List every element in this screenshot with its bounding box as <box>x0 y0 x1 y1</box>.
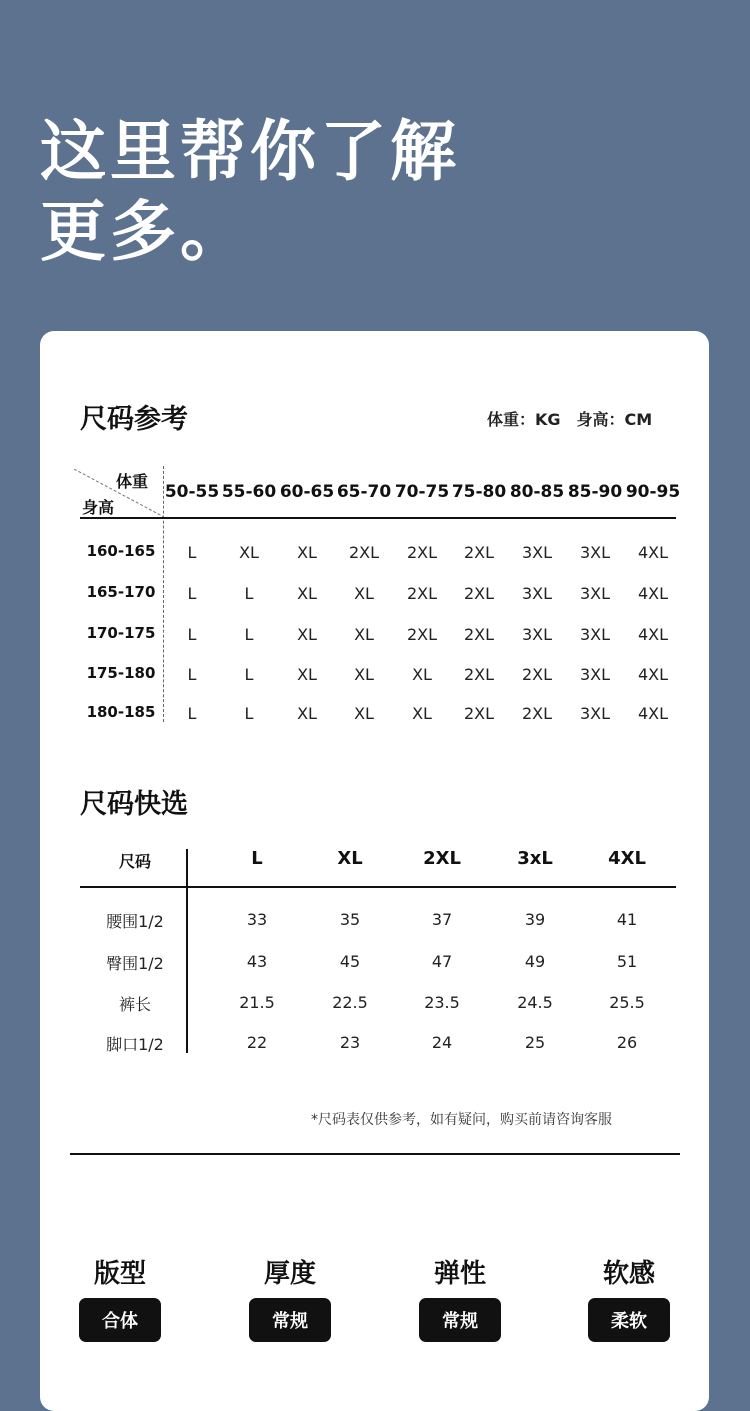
size-cell: XL <box>412 704 432 723</box>
size-cell: 3XL <box>579 625 611 644</box>
size-cell: 2XL <box>348 543 380 562</box>
size-cell: 2XL <box>463 584 495 603</box>
measure-value: 35 <box>339 910 361 929</box>
measure-value: 24.5 <box>517 993 553 1012</box>
size-cell: XL <box>297 625 317 644</box>
measure-value: 49 <box>524 952 546 971</box>
quick-size-header: XL <box>337 848 363 869</box>
size-cell: L <box>187 704 197 723</box>
section-divider <box>70 1153 680 1155</box>
measure-value: 51 <box>616 952 638 971</box>
weight-header-75-80: 75-80 <box>451 482 507 502</box>
measure-value: 24 <box>431 1033 453 1052</box>
size-cell: 2XL <box>463 543 495 562</box>
corner-height-label: 身高 <box>82 498 115 517</box>
size-cell: L <box>244 665 254 684</box>
size-cell: 2XL <box>406 625 438 644</box>
measure-value: 25.5 <box>609 993 645 1012</box>
measure-value: 22.5 <box>332 993 368 1012</box>
height-label: 160-165 <box>86 542 156 560</box>
attribute-badge: 常规 <box>249 1298 331 1342</box>
attribute-badge: 常规 <box>419 1298 501 1342</box>
quick-size-header: 4XL <box>608 848 646 869</box>
size-cell: XL <box>354 584 374 603</box>
size-cell: 3XL <box>521 543 553 562</box>
quick-select-title: 尺码快选 <box>80 789 188 820</box>
measure-value: 22 <box>246 1033 268 1052</box>
attribute-title: 弹性 <box>433 1259 486 1289</box>
measure-value: 33 <box>246 910 268 929</box>
height-label: 175-180 <box>86 664 156 682</box>
size-cell: XL <box>239 543 259 562</box>
size-cell: XL <box>297 665 317 684</box>
hero-line-2: 更多。 <box>40 193 250 270</box>
unit-note: 体重：KG 身高：CM <box>487 410 653 429</box>
size-cell: L <box>187 543 197 562</box>
size-cell: 3XL <box>521 584 553 603</box>
attribute-title: 版型 <box>93 1259 146 1289</box>
measure-label: 臀围1/2 <box>106 954 164 973</box>
size-cell: XL <box>354 704 374 723</box>
size-cell: 4XL <box>637 625 669 644</box>
size-cell: 2XL <box>463 665 495 684</box>
size-cell: 3XL <box>579 704 611 723</box>
measure-value: 26 <box>616 1033 638 1052</box>
quick-size-header: L <box>251 848 263 869</box>
size-cell: L <box>244 584 254 603</box>
size-cell: 4XL <box>637 584 669 603</box>
measure-label: 脚口1/2 <box>106 1035 164 1054</box>
height-label: 170-175 <box>86 624 156 642</box>
size-cell: L <box>187 584 197 603</box>
size-cell: 3XL <box>521 625 553 644</box>
measure-value: 23 <box>339 1033 361 1052</box>
measure-value: 39 <box>524 910 546 929</box>
measure-value: 23.5 <box>424 993 460 1012</box>
size-cell: XL <box>354 665 374 684</box>
attribute-title: 软感 <box>602 1259 655 1289</box>
attribute-badge: 合体 <box>79 1298 161 1342</box>
size-reference-header-line <box>80 517 676 519</box>
measure-value: 45 <box>339 952 361 971</box>
measure-value: 41 <box>616 910 638 929</box>
quick-select-header-line <box>80 886 676 888</box>
weight-header-90-95: 90-95 <box>625 482 681 502</box>
hero-heading <box>40 112 460 272</box>
size-cell: L <box>244 704 254 723</box>
measure-value: 37 <box>431 910 453 929</box>
weight-header-50-55: 50-55 <box>164 482 220 502</box>
attribute-title: 厚度 <box>263 1259 316 1289</box>
size-cell: XL <box>412 665 432 684</box>
size-cell: 2XL <box>406 543 438 562</box>
hero-line-1: 这里帮你了解 <box>40 113 460 190</box>
size-cell: 4XL <box>637 665 669 684</box>
size-cell: L <box>187 625 197 644</box>
size-reference-title: 尺码参考 <box>80 404 188 435</box>
measure-value: 25 <box>524 1033 546 1052</box>
measure-value: 47 <box>431 952 453 971</box>
weight-header-65-70: 65-70 <box>336 482 392 502</box>
size-cell: XL <box>354 625 374 644</box>
corner-weight-label: 体重 <box>116 472 149 491</box>
weight-header-55-60: 55-60 <box>221 482 277 502</box>
size-cell: 4XL <box>637 704 669 723</box>
measure-value: 43 <box>246 952 268 971</box>
height-label: 180-185 <box>86 703 156 721</box>
measure-value: 21.5 <box>239 993 275 1012</box>
weight-header-80-85: 80-85 <box>509 482 565 502</box>
measure-label: 裤长 <box>118 995 151 1014</box>
size-cell: 3XL <box>579 543 611 562</box>
size-cell: 2XL <box>521 665 553 684</box>
size-cell: XL <box>297 543 317 562</box>
weight-header-60-65: 60-65 <box>279 482 335 502</box>
size-cell: 3XL <box>579 665 611 684</box>
size-cell: 4XL <box>637 543 669 562</box>
size-cell: 2XL <box>406 584 438 603</box>
size-cell: 3XL <box>579 584 611 603</box>
size-cell: 2XL <box>521 704 553 723</box>
size-cell: XL <box>297 704 317 723</box>
size-cell: L <box>187 665 197 684</box>
size-cell: 2XL <box>463 625 495 644</box>
quick-select-header-label: 尺码 <box>118 852 151 871</box>
height-label: 165-170 <box>86 583 156 601</box>
size-cell: L <box>244 625 254 644</box>
attribute-badge: 柔软 <box>588 1298 670 1342</box>
size-cell: 2XL <box>463 704 495 723</box>
size-note: *尺码表仅供参考，如有疑问，购买前请咨询客服 <box>311 1112 612 1128</box>
weight-header-85-90: 85-90 <box>567 482 623 502</box>
size-cell: XL <box>297 584 317 603</box>
measure-label: 腰围1/2 <box>106 912 164 931</box>
size-card <box>40 331 709 1411</box>
quick-size-header: 3xL <box>517 848 553 869</box>
weight-header-70-75: 70-75 <box>394 482 450 502</box>
quick-size-header: 2XL <box>423 848 461 869</box>
